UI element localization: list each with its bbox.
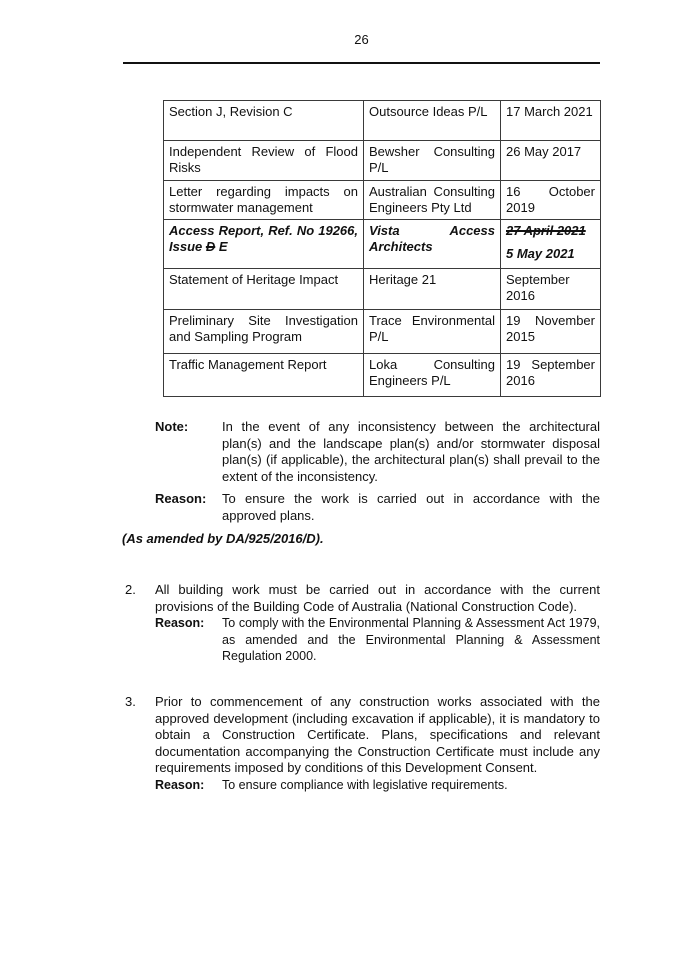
cell-date: 26 May 2017 <box>501 141 601 181</box>
cell-author: Heritage 21 <box>364 269 501 310</box>
table-row <box>164 180 601 220</box>
reason-label: Reason: <box>155 616 205 630</box>
cell-author: Loka Consulting Engineers P/L <box>364 354 501 397</box>
condition-text: All building work must be carried out in accordance with the current provisions of the Building Code of Australia (National Construction Code). <box>155 582 600 614</box>
reason-text: To ensure compliance with legislative requirements. <box>222 777 508 792</box>
new-date: 5 May 2021 <box>506 246 575 262</box>
cell-date: 19 September 2016 <box>501 354 601 397</box>
cell-document-title: Section J, Revision C <box>164 101 364 141</box>
cell-date <box>501 220 601 269</box>
amendment-note: (As amended by DA/925/2016/D). <box>122 531 324 546</box>
cell-date: September 2016 <box>501 269 601 310</box>
struck-issue-letter: D <box>205 239 216 255</box>
reason-text: To ensure the work is carried out in accordance with the approved plans. <box>222 491 600 523</box>
page-number: 26 <box>354 32 369 47</box>
cell-author: Vista Access Architects <box>364 220 501 269</box>
document-title-text: Access Report, Ref. No 19266, Issue <box>169 223 358 255</box>
new-issue-letter: E <box>218 239 228 255</box>
cell-date: 17 March 2021 <box>501 101 601 141</box>
cell-document-title <box>164 220 364 269</box>
condition-item-2 <box>125 582 600 665</box>
table-row <box>164 354 601 397</box>
condition-text: Prior to commencement of any construction works associated with the approved development (including excavation if applicable), it is mandatory to obtain a Construction Certificate. Plans, specifications and relevant documentation accompanying the Construction Certificate must include any requirements imposed by conditions of this Development Consent. <box>155 694 600 775</box>
cell-author: Trace Environmental P/L <box>364 310 501 354</box>
documents-table <box>163 100 601 397</box>
reason-sub-block <box>155 777 600 794</box>
reason-block <box>155 491 600 524</box>
reason-sub-block <box>155 615 600 665</box>
cell-document-title: Letter regarding impacts on stormwater management <box>164 180 364 220</box>
condition-item-3 <box>125 694 600 793</box>
reason-label: Reason: <box>155 491 207 506</box>
table-row <box>164 310 601 354</box>
cell-date: 16 October 2019 <box>501 180 601 220</box>
cell-author: Outsource Ideas P/L <box>364 101 501 141</box>
note-label: Note: <box>155 419 189 434</box>
cell-author: Bewsher Consulting P/L <box>364 141 501 181</box>
struck-date-text: 27 April 2021 <box>506 223 586 238</box>
cell-document-title: Preliminary Site Investigation and Sampling Program <box>164 310 364 354</box>
reason-text: To comply with the Environmental Planning & Assessment Act 1979, as amended and the Environmental Planning & Assessment Regulation 2000. <box>222 616 600 663</box>
table-row <box>164 101 601 141</box>
cell-document-title: Statement of Heritage Impact <box>164 269 364 310</box>
table-row <box>164 141 601 181</box>
struck-date <box>506 223 595 239</box>
item-body <box>155 582 600 665</box>
item-number: 3. <box>125 694 136 709</box>
cell-author: Australian Consulting Engineers Pty Ltd <box>364 180 501 220</box>
note-block <box>155 419 600 485</box>
cell-document-title: Traffic Management Report <box>164 354 364 397</box>
header-rule <box>123 62 600 64</box>
item-number: 2. <box>125 582 136 597</box>
cell-document-title: Independent Review of Flood Risks <box>164 141 364 181</box>
table-row-amended <box>164 220 601 269</box>
note-text: In the event of any inconsistency between the architectural plan(s) and the landscape plan(s) and/or stormwater disposal plan(s) (if applicable), the architectural plan(s) shall prevail to the extent of the inconsistency. <box>222 419 600 484</box>
reason-label: Reason: <box>155 777 205 792</box>
cell-date: 19 November 2015 <box>501 310 601 354</box>
item-body <box>155 694 600 793</box>
table-row <box>164 269 601 310</box>
